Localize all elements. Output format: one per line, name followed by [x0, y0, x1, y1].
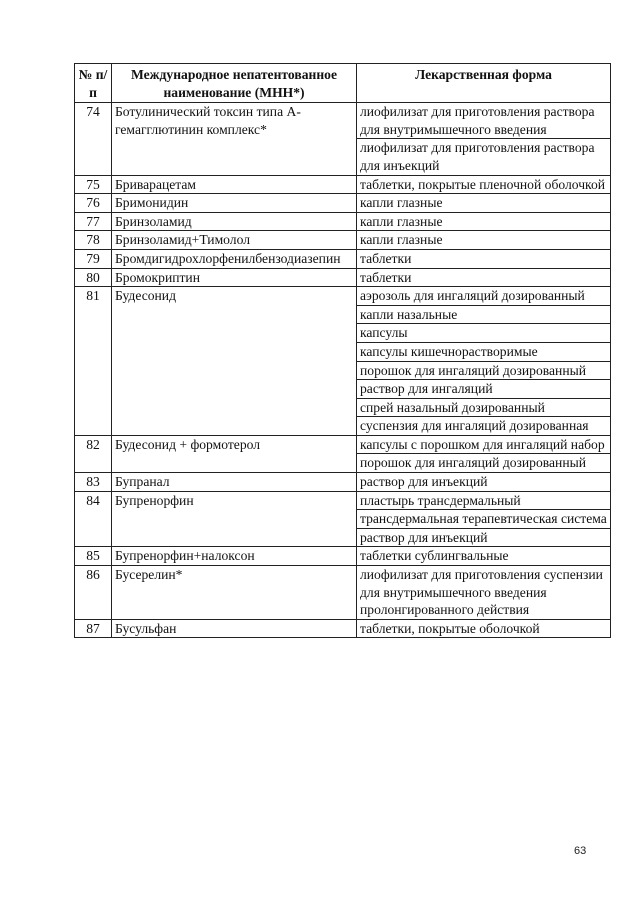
- table-row: [75, 287, 611, 306]
- table-row: [75, 175, 611, 194]
- drug-name: Бусерелин*: [112, 566, 357, 620]
- table-row: [75, 547, 611, 566]
- row-number: 75: [75, 175, 112, 194]
- row-number: 86: [75, 566, 112, 620]
- dosage-form: капли назальные: [357, 305, 611, 324]
- dosage-form: капли глазные: [357, 231, 611, 250]
- drug-name: Ботулинический токсин типа А-гемагглютинин комплекс*: [112, 103, 357, 175]
- table-row: [75, 194, 611, 213]
- dosage-form: капсулы: [357, 324, 611, 343]
- table-row: [75, 249, 611, 268]
- dosage-form: спрей назальный дозированный: [357, 398, 611, 417]
- drug-name: Бусульфан: [112, 619, 357, 638]
- dosage-form: аэрозоль для ингаляций дозированный: [357, 287, 611, 306]
- table-row: [75, 212, 611, 231]
- drug-name: Бримонидин: [112, 194, 357, 213]
- row-number: 83: [75, 473, 112, 492]
- row-number: 84: [75, 491, 112, 547]
- table-body: [75, 103, 611, 638]
- dosage-form: суспензия для ингаляций дозированная: [357, 417, 611, 436]
- table-row: [75, 103, 611, 139]
- dosage-form: капсулы с порошком для ингаляций набор: [357, 435, 611, 454]
- dosage-form: таблетки, покрытые оболочкой: [357, 619, 611, 638]
- drug-name: Будесонид: [112, 287, 357, 436]
- row-number: 77: [75, 212, 112, 231]
- dosage-form: раствор для инъекций: [357, 473, 611, 492]
- row-number: 81: [75, 287, 112, 436]
- table-row: [75, 566, 611, 620]
- drug-name: Бринзоламид+Тимолол: [112, 231, 357, 250]
- row-number: 85: [75, 547, 112, 566]
- dosage-form: таблетки: [357, 249, 611, 268]
- dosage-form: трансдермальная терапевтическая система: [357, 510, 611, 529]
- drug-name: Бромдигидрохлорфенилбензодиазепин: [112, 249, 357, 268]
- dosage-form: капли глазные: [357, 194, 611, 213]
- row-number: 79: [75, 249, 112, 268]
- drug-name: Бупранал: [112, 473, 357, 492]
- header-inn: Международное непатентованное наименование (МНН*): [112, 64, 357, 103]
- dosage-form: лиофилизат для приготовления раствора для инъекций: [357, 139, 611, 175]
- row-number: 74: [75, 103, 112, 175]
- drug-name: Бринзоламид: [112, 212, 357, 231]
- dosage-form: порошок для ингаляций дозированный: [357, 454, 611, 473]
- row-number: 80: [75, 268, 112, 287]
- table-row: [75, 435, 611, 454]
- table-header-row: [75, 64, 611, 103]
- row-number: 82: [75, 435, 112, 472]
- table-row: [75, 619, 611, 638]
- dosage-form: таблетки сублингвальные: [357, 547, 611, 566]
- table-row: [75, 473, 611, 492]
- dosage-form: капсулы кишечнорастворимые: [357, 342, 611, 361]
- row-number: 78: [75, 231, 112, 250]
- drug-table: [74, 63, 611, 638]
- table-row: [75, 491, 611, 510]
- dosage-form: лиофилизат для приготовления суспензии для внутримышечного введения пролонгированного действия: [357, 566, 611, 620]
- dosage-form: капли глазные: [357, 212, 611, 231]
- table-row: [75, 231, 611, 250]
- drug-name: Бупренорфин: [112, 491, 357, 547]
- row-number: 87: [75, 619, 112, 638]
- dosage-form: порошок для ингаляций дозированный: [357, 361, 611, 380]
- table-row: [75, 268, 611, 287]
- dosage-form: раствор для ингаляций: [357, 380, 611, 399]
- dosage-form: раствор для инъекций: [357, 528, 611, 547]
- dosage-form: таблетки: [357, 268, 611, 287]
- dosage-form: пластырь трансдермальный: [357, 491, 611, 510]
- page-number: 63: [574, 845, 587, 857]
- drug-name: Бриварацетам: [112, 175, 357, 194]
- header-form: Лекарственная форма: [357, 64, 611, 103]
- header-number: № п/п: [75, 64, 112, 103]
- drug-name: Бромокриптин: [112, 268, 357, 287]
- drug-name: Будесонид + формотерол: [112, 435, 357, 472]
- row-number: 76: [75, 194, 112, 213]
- drug-name: Бупренорфин+налоксон: [112, 547, 357, 566]
- dosage-form: лиофилизат для приготовления раствора для внутримышечного введения: [357, 103, 611, 139]
- dosage-form: таблетки, покрытые пленочной оболочкой: [357, 175, 611, 194]
